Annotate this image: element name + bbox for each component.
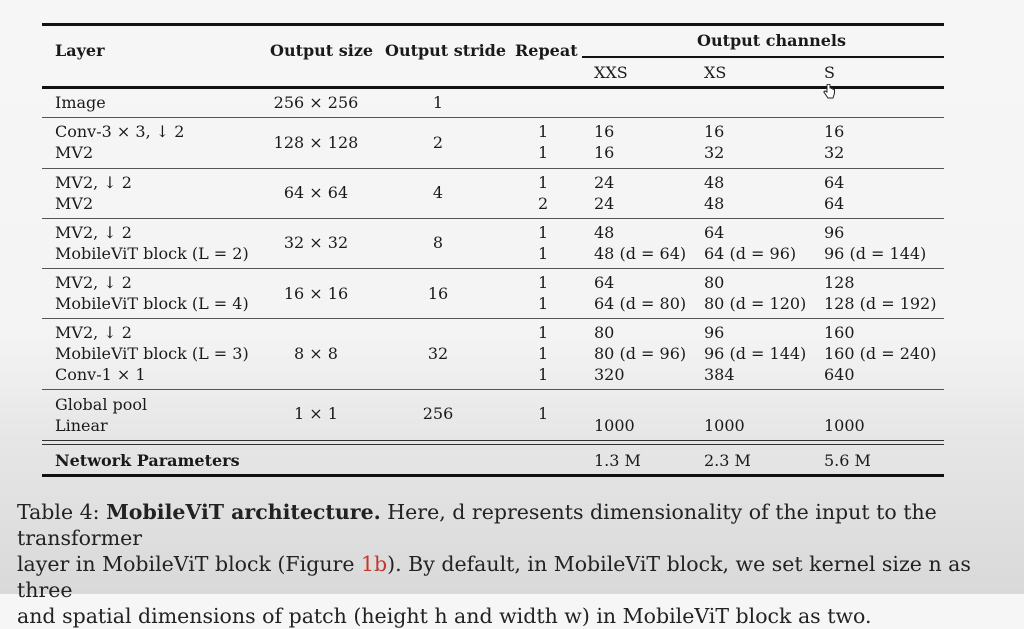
row2-xs-1: 48 bbox=[704, 173, 725, 192]
row5-layer-line2: MobileViT block (L = 3) bbox=[55, 344, 249, 363]
row-image-layer: Image bbox=[55, 93, 106, 112]
row2-s-1: 64 bbox=[824, 173, 845, 192]
output-channels-rule bbox=[582, 56, 944, 58]
header-output-size: Output size bbox=[270, 41, 374, 60]
row2-xxs-2: 24 bbox=[594, 194, 615, 213]
caption-title: MobileViT architecture. bbox=[106, 500, 381, 524]
row5-xxs-2: 80 (d = 96) bbox=[594, 344, 687, 363]
header-s: S bbox=[824, 63, 835, 82]
caption-line-1 bbox=[17, 499, 1007, 551]
row2-layer-line1: MV2, ↓ 2 bbox=[55, 173, 132, 192]
row3-repeat-2: 1 bbox=[538, 244, 549, 263]
row1-layer-line2: MV2 bbox=[55, 143, 94, 162]
row-divider bbox=[42, 117, 944, 118]
row5-repeat-3: 1 bbox=[538, 365, 549, 384]
row4-xxs-1: 64 bbox=[594, 273, 615, 292]
row3-size: 32 × 32 bbox=[283, 233, 349, 252]
row3-s-2: 96 (d = 144) bbox=[824, 244, 927, 263]
row4-s-2: 128 (d = 192) bbox=[824, 294, 937, 313]
row6-layer-line2: Linear bbox=[55, 416, 108, 435]
header-output-channels: Output channels bbox=[697, 31, 847, 50]
figure-reference-link[interactable]: 1b bbox=[360, 552, 388, 576]
row3-repeat-1: 1 bbox=[538, 223, 549, 242]
row1-xs-1: 16 bbox=[704, 122, 725, 141]
row-divider bbox=[42, 389, 944, 390]
footer-double-rule-bottom bbox=[42, 444, 944, 445]
row5-xs-1: 96 bbox=[704, 323, 725, 342]
row1-xxs-2: 16 bbox=[594, 143, 615, 162]
row4-s-1: 128 bbox=[824, 273, 855, 292]
caption-line2b: ). By default, in MobileViT block, we set kernel size n as three bbox=[17, 552, 971, 602]
footer-xs-params: 2.3 M bbox=[704, 451, 751, 470]
hand-cursor-icon bbox=[822, 84, 836, 100]
row6-xxs: 1000 bbox=[594, 416, 635, 435]
row5-s-2: 160 (d = 240) bbox=[824, 344, 937, 363]
row6-size: 1 × 1 bbox=[294, 404, 338, 423]
row6-layer-line1: Global pool bbox=[55, 395, 148, 414]
row1-s-2: 32 bbox=[824, 143, 845, 162]
row-divider bbox=[42, 218, 944, 219]
row3-stride: 8 bbox=[432, 233, 444, 252]
header-bottom-rule bbox=[42, 86, 944, 89]
row1-size: 128 × 128 bbox=[273, 133, 359, 152]
row-image-stride: 1 bbox=[432, 93, 444, 112]
row5-stride: 32 bbox=[427, 344, 449, 363]
row1-layer-line1: Conv-3 × 3, ↓ 2 bbox=[55, 122, 185, 141]
row4-layer-line2: MobileViT block (L = 4) bbox=[55, 294, 249, 313]
row5-s-1: 160 bbox=[824, 323, 855, 342]
row5-repeat-1: 1 bbox=[538, 323, 549, 342]
row5-xxs-3: 320 bbox=[594, 365, 625, 384]
row4-xs-2: 80 (d = 120) bbox=[704, 294, 807, 313]
row-image-size: 256 × 256 bbox=[273, 93, 359, 112]
row6-stride: 256 bbox=[422, 404, 454, 423]
row5-size: 8 × 8 bbox=[294, 344, 338, 363]
row-divider bbox=[42, 168, 944, 169]
row5-repeat-2: 1 bbox=[538, 344, 549, 363]
row3-xs-1: 64 bbox=[704, 223, 725, 242]
header-xxs: XXS bbox=[594, 63, 628, 82]
caption-line2a: layer in MobileViT block (Figure bbox=[17, 552, 361, 576]
row1-repeat-1: 1 bbox=[538, 122, 549, 141]
row2-s-2: 64 bbox=[824, 194, 845, 213]
header-output-stride: Output stride bbox=[385, 41, 507, 60]
row2-size: 64 × 64 bbox=[283, 183, 349, 202]
table-bottom-rule bbox=[42, 474, 944, 477]
footer-network-parameters-label: Network Parameters bbox=[55, 451, 240, 470]
row4-layer-line1: MV2, ↓ 2 bbox=[55, 273, 132, 292]
row2-xs-2: 48 bbox=[704, 194, 725, 213]
row1-stride: 2 bbox=[432, 133, 444, 152]
row3-layer-line2: MobileViT block (L = 2) bbox=[55, 244, 249, 263]
caption-line-3: and spatial dimensions of patch (height h and width w) in MobileViT block as two. bbox=[17, 604, 872, 628]
header-xs: XS bbox=[704, 63, 727, 82]
row2-stride: 4 bbox=[432, 183, 444, 202]
footer-xxs-params: 1.3 M bbox=[594, 451, 641, 470]
row5-s-3: 640 bbox=[824, 365, 855, 384]
row5-xs-2: 96 (d = 144) bbox=[704, 344, 807, 363]
row2-xxs-1: 24 bbox=[594, 173, 615, 192]
row6-s: 1000 bbox=[824, 416, 865, 435]
row1-xxs-1: 16 bbox=[594, 122, 615, 141]
footer-double-rule-top bbox=[42, 440, 944, 441]
header-layer: Layer bbox=[55, 41, 105, 60]
row2-repeat-2: 2 bbox=[538, 194, 549, 213]
row4-repeat-2: 1 bbox=[538, 294, 549, 313]
row-divider bbox=[42, 318, 944, 319]
row5-layer-line1: MV2, ↓ 2 bbox=[55, 323, 132, 342]
row4-repeat-1: 1 bbox=[538, 273, 549, 292]
row4-stride: 16 bbox=[427, 284, 449, 303]
row3-xxs-1: 48 bbox=[594, 223, 615, 242]
caption-prefix: Table 4: bbox=[17, 500, 107, 524]
row1-xs-2: 32 bbox=[704, 143, 725, 162]
table-top-rule bbox=[42, 23, 944, 26]
row5-xs-3: 384 bbox=[704, 365, 735, 384]
row5-layer-line3: Conv-1 × 1 bbox=[55, 365, 146, 384]
footer-s-params: 5.6 M bbox=[824, 451, 871, 470]
row2-repeat-1: 1 bbox=[538, 173, 549, 192]
row4-size: 16 × 16 bbox=[283, 284, 349, 303]
row-divider bbox=[42, 268, 944, 269]
row1-repeat-2: 1 bbox=[538, 143, 549, 162]
row1-s-1: 16 bbox=[824, 122, 845, 141]
row5-xxs-1: 80 bbox=[594, 323, 615, 342]
row2-layer-line2: MV2 bbox=[55, 194, 94, 213]
row3-xs-2: 64 (d = 96) bbox=[704, 244, 797, 263]
caption-line-2 bbox=[17, 551, 1007, 603]
row4-xxs-2: 64 (d = 80) bbox=[594, 294, 687, 313]
header-repeat: Repeat bbox=[515, 41, 578, 60]
row3-layer-line1: MV2, ↓ 2 bbox=[55, 223, 132, 242]
caption-line1-rest: Here, d represents dimensionality of the input to the transformer bbox=[17, 500, 937, 550]
row3-xxs-2: 48 (d = 64) bbox=[594, 244, 687, 263]
table-caption bbox=[17, 499, 1007, 629]
row3-s-1: 96 bbox=[824, 223, 845, 242]
row6-xs: 1000 bbox=[704, 416, 745, 435]
row6-repeat: 1 bbox=[538, 404, 549, 423]
row4-xs-1: 80 bbox=[704, 273, 725, 292]
